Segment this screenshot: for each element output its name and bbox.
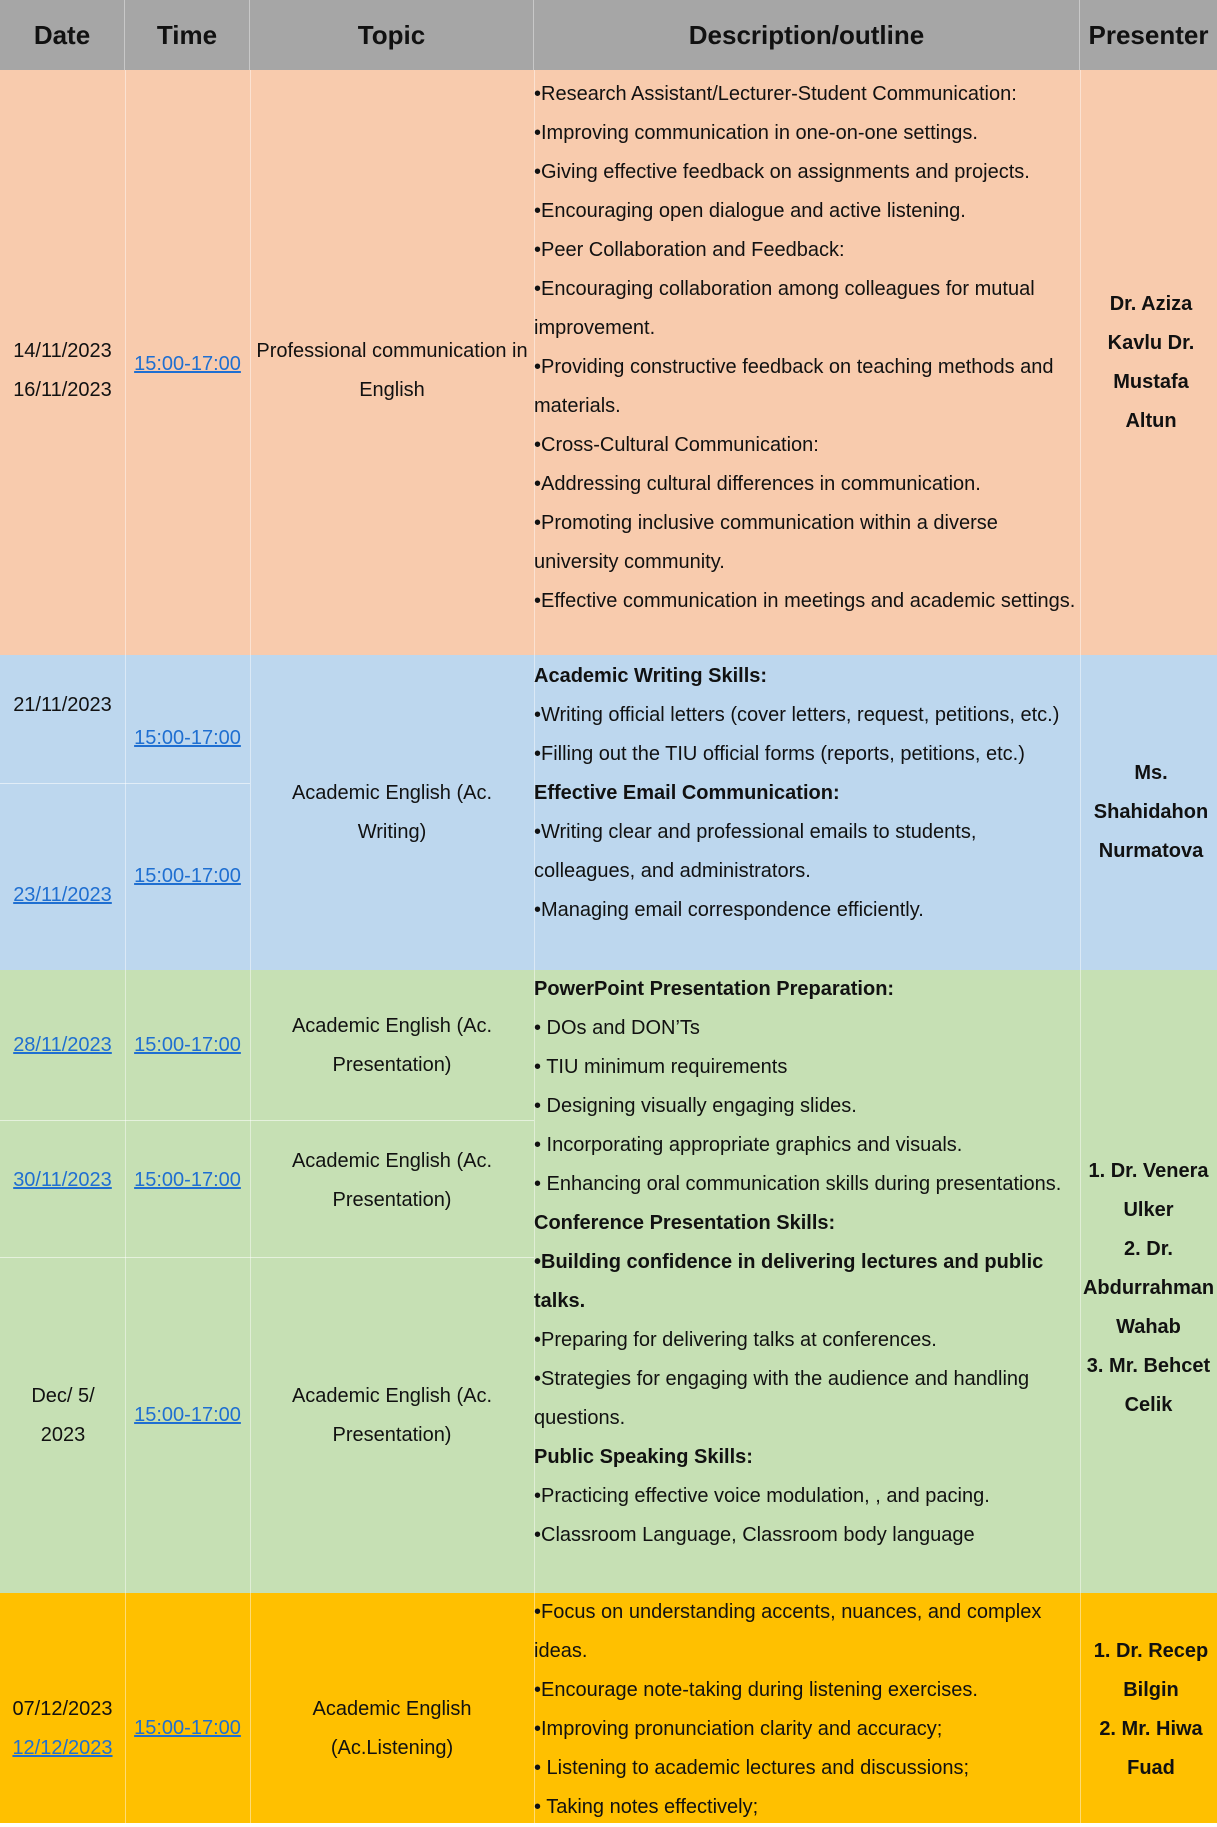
row2-date-b-link[interactable]: 23/11/2023 xyxy=(13,884,112,906)
row3-desc-heading: Conference Presentation Skills: xyxy=(534,1212,836,1234)
row3-description xyxy=(534,970,1080,1555)
row1-desc-line: •Addressing cultural differences in communication. xyxy=(534,473,981,495)
row3-desc-line-bold: •Building confidence in delivering lectures and public talks. xyxy=(534,1251,1044,1312)
row1-desc-line: •Cross-Cultural Communication: xyxy=(534,434,819,456)
row1-desc-line: •Research Assistant/Lecturer-Student Communication: xyxy=(534,83,1017,105)
header-time: Time xyxy=(125,0,250,70)
row3-date-3: Dec/ 5/ 2023 xyxy=(31,1385,95,1446)
row4-time-link[interactable]: 15:00-17:00 xyxy=(134,1717,241,1739)
row4-date-1: 07/12/2023 xyxy=(12,1698,113,1720)
row4-topic: Academic English (Ac.Listening) xyxy=(312,1698,472,1759)
row2-date-a: 21/11/2023 xyxy=(13,694,112,716)
row1-desc-line: •Providing constructive feedback on teaching methods and materials. xyxy=(534,356,1054,417)
row1-dates xyxy=(0,332,125,410)
header-presenter: Presenter xyxy=(1080,0,1217,70)
header-date: Date xyxy=(0,0,125,70)
row1-desc-line: •Effective communication in meetings and academic settings. xyxy=(534,590,1076,612)
header-topic: Topic xyxy=(250,0,534,70)
row1-desc-line: •Improving communication in one-on-one settings. xyxy=(534,122,978,144)
row-academic-listening xyxy=(0,1593,1217,1823)
row2-presenter: Ms. Shahidahon Nurmatova xyxy=(1093,762,1209,862)
row4-presenter-1: 1. Dr. Recep Bilgin xyxy=(1093,1640,1209,1701)
row3-desc-line: •Preparing for delivering talks at conferences. xyxy=(534,1329,937,1351)
row3-desc-heading: PowerPoint Presentation Preparation: xyxy=(534,978,895,1000)
row4-description xyxy=(534,1593,1080,1827)
row1-desc-line: •Giving effective feedback on assignments and projects. xyxy=(534,161,1030,183)
row1-presenter: Dr. Aziza Kavlu Dr. Mustafa Altun xyxy=(1107,293,1195,432)
row1-desc-line: •Peer Collaboration and Feedback: xyxy=(534,239,845,261)
row4-desc-line: •Improving pronunciation clarity and accuracy; xyxy=(534,1718,943,1740)
row4-desc-line: •Encourage note-taking during listening exercises. xyxy=(534,1679,978,1701)
row3-presenter-2: 2. Dr. Abdurrahman Wahab xyxy=(1082,1238,1215,1338)
row4-presenter-2: 2. Mr. Hiwa Fuad xyxy=(1099,1718,1203,1779)
row3-desc-line: • TIU minimum requirements xyxy=(534,1056,788,1078)
row3-presenters xyxy=(1080,1152,1217,1425)
row4-date-2-link[interactable]: 12/12/2023 xyxy=(12,1737,113,1759)
row3-desc-line: •Strategies for engaging with the audience and handling questions. xyxy=(534,1368,1030,1429)
row3-time-3-link[interactable]: 15:00-17:00 xyxy=(134,1404,241,1426)
row-professional-communication xyxy=(0,70,1217,655)
row3-topic-3: Academic English (Ac. Presentation) xyxy=(291,1385,493,1446)
row2-desc-heading: Effective Email Communication: xyxy=(534,782,840,804)
row1-desc-line: •Promoting inclusive communication within a diverse university community. xyxy=(534,512,998,573)
row1-topic: Professional communication in English xyxy=(256,340,528,401)
row-academic-writing xyxy=(0,655,1217,970)
row2-desc-heading: Academic Writing Skills: xyxy=(534,665,768,687)
row4-desc-line: • Taking notes effectively; xyxy=(534,1796,759,1818)
row2-desc-line: •Managing email correspondence efficiently. xyxy=(534,899,924,921)
row3-time-2-link[interactable]: 15:00-17:00 xyxy=(134,1169,241,1191)
row3-topic-1: Academic English (Ac. Presentation) xyxy=(291,1015,493,1076)
header-description: Description/outline xyxy=(534,0,1080,70)
row3-desc-line: •Classroom Language, Classroom body language xyxy=(534,1524,975,1546)
row3-time-1-link[interactable]: 15:00-17:00 xyxy=(134,1034,241,1056)
row3-desc-line: • Enhancing oral communication skills during presentations. xyxy=(534,1173,1062,1195)
row3-desc-heading: Public Speaking Skills: xyxy=(534,1446,753,1468)
row-academic-presentation xyxy=(0,970,1217,1593)
row1-desc-line: •Encouraging collaboration among colleagues for mutual improvement. xyxy=(534,278,1035,339)
row3-desc-line: •Practicing effective voice modulation, , and pacing. xyxy=(534,1485,990,1507)
row2-time-b-link[interactable]: 15:00-17:00 xyxy=(134,865,241,887)
row4-desc-line: • Listening to academic lectures and discussions; xyxy=(534,1757,970,1779)
row1-desc-line: •Encouraging open dialogue and active listening. xyxy=(534,200,966,222)
row2-description xyxy=(534,657,1080,930)
row1-description xyxy=(534,75,1080,621)
row3-desc-line: • DOs and DON’Ts xyxy=(534,1017,700,1039)
row3-presenter-1: 1. Dr. Venera Ulker xyxy=(1088,1160,1209,1221)
row3-presenter-3: 3. Mr. Behcet Celik xyxy=(1086,1355,1211,1416)
row4-presenters xyxy=(1084,1632,1217,1788)
row3-date-2-link[interactable]: 30/11/2023 xyxy=(13,1169,112,1191)
row3-date-1-link[interactable]: 28/11/2023 xyxy=(13,1034,112,1056)
row3-topic-2: Academic English (Ac. Presentation) xyxy=(291,1150,493,1211)
row1-date-1: 14/11/2023 xyxy=(13,340,112,362)
row4-dates xyxy=(0,1690,125,1768)
row3-desc-line: • Incorporating appropriate graphics and visuals. xyxy=(534,1134,963,1156)
row1-date-2: 16/11/2023 xyxy=(13,379,112,401)
row2-desc-line: •Writing clear and professional emails to students, colleagues, and administrators. xyxy=(534,821,977,882)
row3-desc-line: • Designing visually engaging slides. xyxy=(534,1095,857,1117)
row1-time-link[interactable]: 15:00-17:00 xyxy=(134,353,241,375)
row2-topic: Academic English (Ac. Writing) xyxy=(291,782,493,843)
row2-desc-line: •Filling out the TIU official forms (reports, petitions, etc.) xyxy=(534,743,1025,765)
row4-desc-line: •Focus on understanding accents, nuances, and complex ideas. xyxy=(534,1601,1042,1662)
row2-time-a-link[interactable]: 15:00-17:00 xyxy=(134,727,241,749)
row2-desc-line: •Writing official letters (cover letters, request, petitions, etc.) xyxy=(534,704,1060,726)
